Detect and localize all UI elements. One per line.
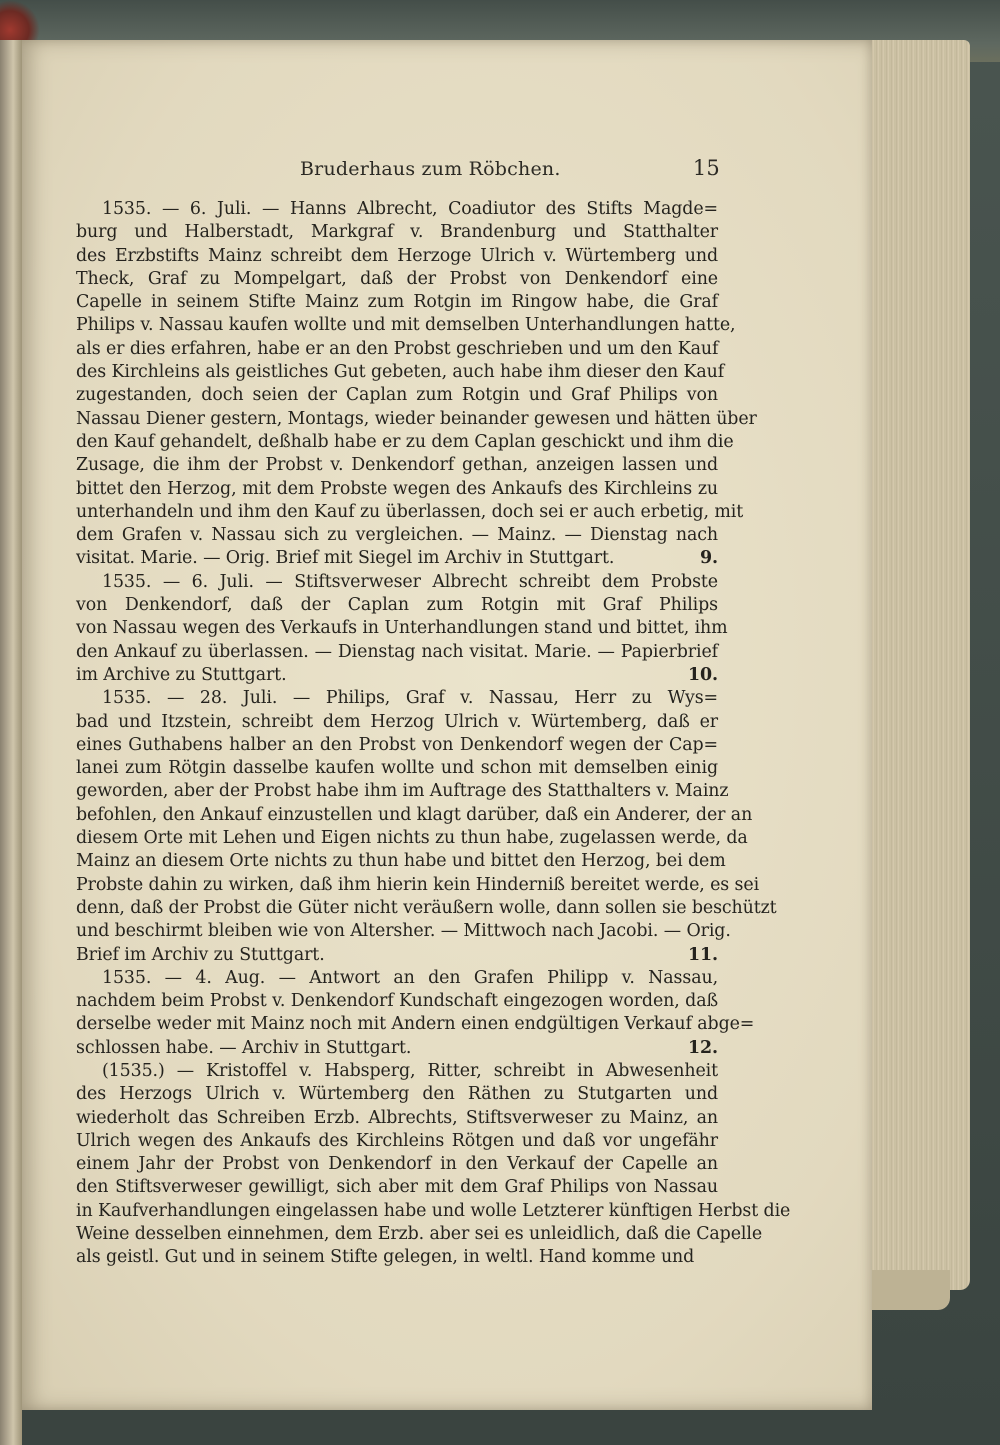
- page-number: 15: [692, 156, 720, 180]
- text-line: dem Grafen v. Nassau sich zu vergleichen. — Mainz. — Dienstag nach: [76, 525, 718, 546]
- text-line: geworden, aber der Probst habe ihm im Auftrage des Statthalters v. Mainz: [76, 781, 729, 802]
- text-line: nachdem beim Probst v. Denkendorf Kundschaft eingezogen worden, daß: [76, 991, 718, 1012]
- text-line: einem Jahr der Probst von Denkendorf in den Verkauf der Capelle an: [76, 1154, 718, 1175]
- text-line: (1535.) — Kristoffel v. Habsperg, Ritter, schreibt in Abwesenheit: [102, 1060, 718, 1081]
- entry-number: 12.: [688, 1037, 718, 1058]
- text-line: Mainz an diesem Orte nichts zu thun habe und bittet den Herzog, bei dem: [76, 851, 726, 872]
- text-line: Probste dahin zu wirken, daß ihm hierin kein Hinderniß bereitet werde, es sei: [76, 874, 760, 895]
- text-line: bad und Itzstein, schreibt dem Herzog Ulrich v. Würtemberg, daß er: [76, 711, 718, 732]
- text-line: im Archive zu Stuttgart. 10.: [76, 664, 718, 687]
- text-line: 1535. — 6. Juli. — Hanns Albrecht, Coadiutor des Stifts Magde=: [102, 199, 718, 219]
- text-line: von Denkendorf, daß der Caplan zum Rotgin mit Graf Philips: [76, 595, 718, 616]
- text-line: burg und Halberstadt, Markgraf v. Brandenburg und Statthalter: [76, 222, 718, 243]
- document-entry: [76, 687, 777, 967]
- text-line: Brief im Archiv zu Stuttgart. 11.: [76, 944, 718, 967]
- text-line: des Erzbstifts Mainz schreibt dem Herzoge Ulrich v. Würtemberg und: [76, 245, 718, 266]
- document-entry: [76, 571, 728, 687]
- page-header: [300, 158, 720, 188]
- entry-number: 9.: [700, 548, 718, 569]
- text-line: schlossen habe. — Archiv in Stuttgart. 12.: [76, 1037, 718, 1060]
- document-entry: [76, 967, 755, 1060]
- document-body: [76, 198, 791, 1270]
- text-line: 1535. — 28. Juli. — Philips, Graf v. Nassau, Herr zu Wys=: [102, 688, 718, 709]
- text-line: denn, daß der Probst die Güter nicht veräußern wolle, dann sollen sie beschützt: [76, 897, 777, 918]
- text-line: eines Guthabens halber an den Probst von Denkendorf wegen der Cap=: [76, 734, 718, 755]
- running-title: Bruderhaus zum Röbchen.: [300, 158, 561, 180]
- left-page-edge: [0, 40, 22, 1445]
- text-line: visitat. Marie. — Orig. Brief mit Siegel im Archiv in Stuttgart. 9.: [76, 547, 718, 570]
- document-entry: [76, 1060, 791, 1270]
- text-line: 1535. — 6. Juli. — Stiftsverweser Albrecht schreibt dem Probste: [102, 571, 718, 592]
- text-line: Zusage, die ihm der Probst v. Denkendorf gethan, anzeigen lassen und: [76, 455, 718, 476]
- text-line: Theck, Graf zu Mompelgart, daß der Probst von Denkendorf eine: [76, 268, 718, 289]
- document-entry: [76, 198, 757, 571]
- text-line: diesem Orte mit Lehen und Eigen nichts zu thun habe, zugelassen werde, da: [76, 828, 748, 849]
- text-line: Philips v. Nassau kaufen wollte und mit demselben Unterhandlungen hatte,: [76, 315, 736, 336]
- text-line: zugestanden, doch seien der Caplan zum Rotgin und Graf Philips von: [76, 385, 718, 406]
- text-line: bittet den Herzog, mit dem Probste wegen des Ankaufs des Kirchleins zu: [76, 478, 718, 499]
- text-line: Capelle in seinem Stifte Mainz zum Rotgin im Ringow habe, die Graf: [76, 292, 718, 313]
- text-line: von Nassau wegen des Verkaufs in Unterhandlungen stand und bittet, ihm: [76, 618, 728, 639]
- text-line: Nassau Diener gestern, Montags, wieder beinander gewesen und hätten über: [76, 408, 757, 429]
- text-line: den Stiftsverweser gewilligt, sich aber mit dem Graf Philips von Nassau: [76, 1177, 718, 1198]
- text-line: des Kirchleins als geistliches Gut gebeten, auch habe ihm dieser den Kauf: [76, 362, 725, 383]
- text-line: des Herzogs Ulrich v. Würtemberg den Räthen zu Stutgarten und: [76, 1084, 718, 1105]
- text-line: in Kaufverhandlungen eingelassen habe und wolle Letzterer künftigen Herbst die: [76, 1200, 791, 1221]
- text-line: als er dies erfahren, habe er an den Probst geschrieben und um den Kauf: [76, 338, 719, 359]
- text-line: als geistl. Gut und in seinem Stifte gelegen, in weltl. Hand komme und: [76, 1247, 695, 1268]
- page-block-edges: [860, 40, 970, 1290]
- entry-number: 10.: [688, 664, 718, 685]
- text-line: Ulrich wegen des Ankaufs des Kirchleins Rötgen und daß vor ungefähr: [76, 1130, 718, 1151]
- text-line: Weine desselben einnehmen, dem Erzb. aber sei es unleidlich, daß die Capelle: [76, 1224, 763, 1245]
- text-line: den Ankauf zu überlassen. — Dienstag nach visitat. Marie. — Papierbrief: [76, 641, 718, 662]
- text-line: derselbe weder mit Mainz noch mit Andern einen endgültigen Verkauf abge=: [76, 1014, 755, 1035]
- text-line: lanei zum Rötgin dasselbe kaufen wollte und schon mit demselben einig: [76, 758, 718, 779]
- text-line: wiederholt das Schreiben Erzb. Albrechts, Stiftsverweser zu Mainz, an: [76, 1107, 718, 1128]
- text-line: den Kauf gehandelt, deßhalb habe er zu dem Caplan geschickt und ihm die: [76, 431, 734, 452]
- text-line: befohlen, den Ankauf einzustellen und klagt darüber, daß ein Anderer, der an: [76, 804, 753, 825]
- text-line: 1535. — 4. Aug. — Antwort an den Grafen Philipp v. Nassau,: [102, 967, 718, 988]
- entry-number: 11.: [688, 944, 718, 965]
- text-line: unterhandeln und ihm den Kauf zu überlassen, doch sei er auch erbetig, mit: [76, 501, 744, 522]
- text-line: und beschirmt bleiben wie von Altersher. — Mittwoch nach Jacobi. — Orig.: [76, 921, 731, 942]
